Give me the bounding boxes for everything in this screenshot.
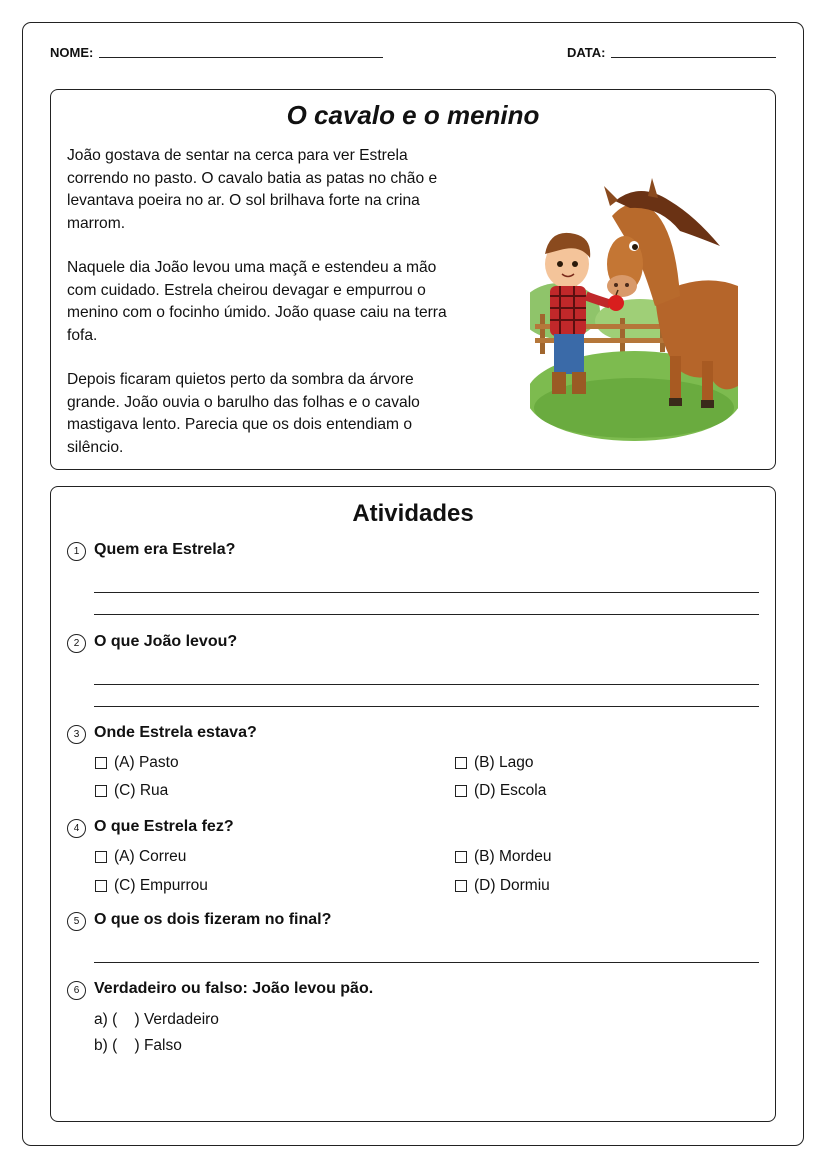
option-label: (A) Correu [114,848,187,865]
option-a[interactable] [95,754,179,772]
story-line: com cuidado. Estrela cheirou devagar e empurrou o [67,281,426,299]
story-line: silêncio. [67,438,124,456]
question-number: 1 [67,542,86,561]
story-line: mastigava lento. Parecia que os dois entendiam o [67,416,413,433]
story-line: levantava poeira no ar. O sol brilhava forte na crina [67,192,420,209]
option-d[interactable] [455,782,546,800]
option-b[interactable] [455,848,552,866]
question-number: 6 [67,981,86,1000]
name-label: NOME: [50,45,94,60]
answer-line[interactable] [94,592,759,593]
story-line: fofa. [67,326,98,344]
question-text: O que João levou? [94,633,238,650]
checkbox[interactable] [95,880,107,892]
story-line: marrom. [67,214,126,232]
option-a[interactable] [95,848,186,866]
question-text: O que os dois fizeram no final? [94,911,332,928]
question-text: Onde Estrela estava? [94,724,257,741]
option-label: (C) Empurrou [114,877,208,894]
story-paragraph-3 [67,369,487,459]
checkbox[interactable] [95,851,107,863]
story-line: menino com o focinho úmido. João quase caiu na terra [67,304,447,321]
question-number: 3 [67,725,86,744]
option-label: (C) Rua [114,782,169,799]
activities-title: Atividades [352,500,474,527]
question-number: 2 [67,634,86,653]
option-label: (D) Escola [474,782,547,799]
checkbox[interactable] [455,757,467,769]
name-field[interactable] [99,57,383,58]
story-paragraph-2 [67,257,487,347]
answer-line[interactable] [94,684,759,685]
question-text: Quem era Estrela? [94,541,236,558]
false-choice[interactable]: b) ( ) Falso [94,1037,182,1054]
story-title: O cavalo e o menino [286,100,540,130]
question-text: Verdadeiro ou falso: João levou pão. [94,980,374,997]
question-number: 5 [67,912,86,931]
story-paragraph-1 [67,145,487,235]
story-line: grande. João ouvia o barulho das folhas e o cavalo [67,393,420,411]
answer-line[interactable] [94,706,759,707]
option-c[interactable] [95,782,168,800]
story-line: Naquele dia João levou uma maçã e estendeu a mão [67,259,437,276]
option-c[interactable] [95,877,208,895]
boy-and-horse-illustration [530,146,738,446]
answer-line[interactable] [94,962,759,963]
option-label: (D) Dormiu [474,877,550,894]
option-label: (A) Pasto [114,754,179,771]
checkbox[interactable] [455,785,467,797]
option-label: (B) Lago [474,754,534,771]
checkbox[interactable] [95,757,107,769]
checkbox[interactable] [455,880,467,892]
story-line: João gostava de sentar na cerca para ver Estrela [67,147,408,164]
option-b[interactable] [455,754,533,772]
date-field[interactable] [611,57,776,58]
checkbox[interactable] [455,851,467,863]
story-line: Depois ficaram quietos perto da sombra da árvore [67,371,414,388]
option-d[interactable] [455,877,550,895]
checkbox[interactable] [95,785,107,797]
date-label: DATA: [567,45,606,60]
true-choice[interactable]: a) ( ) Verdadeiro [94,1011,219,1028]
answer-line[interactable] [94,614,759,615]
question-text: O que Estrela fez? [94,818,234,835]
question-number: 4 [67,819,86,838]
story-line: correndo no pasto. O cavalo batia as patas no chão e [67,169,438,187]
option-label: (B) Mordeu [474,848,552,865]
